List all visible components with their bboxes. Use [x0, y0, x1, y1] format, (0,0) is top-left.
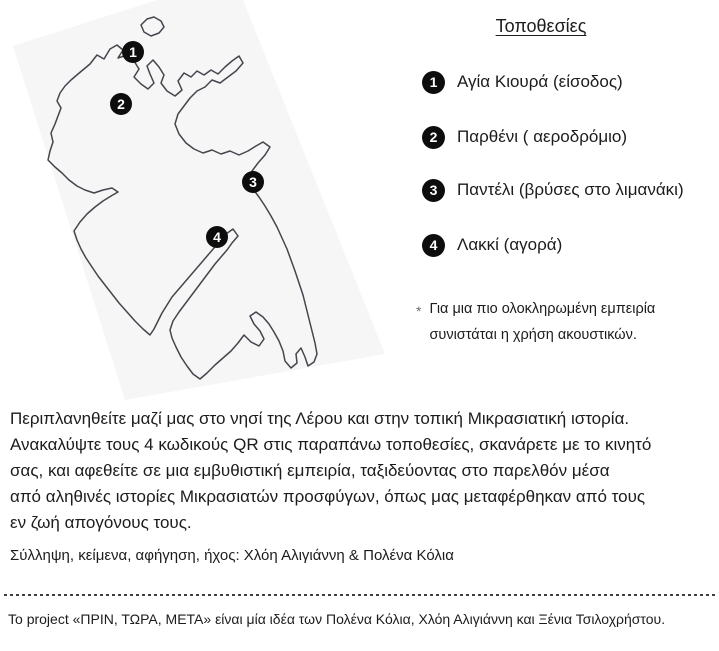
paragraph-line: εν ζωή απογόνους τους.: [10, 513, 192, 532]
scanned-paper: [13, 0, 385, 400]
legend-item-label: Λακκί (αγορά): [457, 235, 563, 254]
dashed-divider: [4, 594, 715, 596]
map-marker-4: 4: [206, 226, 228, 248]
note-text: [429, 296, 655, 348]
legend-bullet-4: 4: [422, 234, 445, 257]
map-marker-1: 1: [122, 41, 144, 63]
intro-paragraph: [10, 406, 715, 536]
note-line: συνιστάται η χρήση ακουστικών.: [429, 327, 637, 343]
leros-map: [0, 0, 400, 405]
paragraph-line: σας, και αφεθείτε σε μια εμβυθιστική εμπειρία, ταξιδεύοντας στο παρελθόν μέσα: [10, 461, 610, 480]
headphones-note: [416, 296, 655, 348]
legend-item-label: Παρθένι ( αεροδρόμιο): [457, 127, 627, 146]
credits-line: Σύλληψη, κείμενα, αφήγηση, ήχος: Χλόη Αλιγιάννη & Πολένα Κόλια: [10, 547, 454, 564]
legend-bullet-2: 2: [422, 126, 445, 149]
legend-item-label: Αγία Κιουρά (είσοδος): [457, 72, 623, 91]
paragraph-line: Ανακαλύψτε τους 4 κωδικούς QR στις παραπάνω τοποθεσίες, σκανάρετε με το κινητό: [10, 435, 652, 454]
legend-item-lakki: [422, 232, 562, 258]
legend-item-label: Παντέλι (βρύσες στο λιμανάκι): [457, 180, 684, 199]
legend-item-agia-kioura: [422, 69, 623, 95]
legend-item-partheni: [422, 124, 627, 150]
map-drawing: [0, 0, 400, 405]
map-marker-3: 3: [242, 171, 264, 193]
legend-bullet-1: 1: [422, 71, 445, 94]
map-marker-2: 2: [110, 93, 132, 115]
asterisk-icon: *: [416, 303, 422, 319]
legend-bullet-3: 3: [422, 179, 445, 202]
paragraph-line: Περιπλανηθείτε μαζί μας στο νησί της Λέρου και στην τοπική Μικρασιατική ιστορία.: [10, 409, 630, 428]
legend-title: Τοποθεσίες: [495, 16, 587, 36]
paragraph-line: από αληθινές ιστορίες Μικρασιατών προσφύγων, όπως μας μεταφέρθηκαν από τους: [10, 487, 646, 506]
legend-item-panteli: [422, 177, 684, 203]
project-footer: Το project «ΠΡΙΝ, ΤΩΡΑ, ΜΕΤΑ» είναι μία ιδέα των Πολένα Κόλια, Χλόη Αλιγιάννη και Ξένια Τσιλοχρήστου.: [8, 611, 666, 627]
note-line: Για μια πιο ολοκληρωμένη εμπειρία: [429, 301, 656, 317]
